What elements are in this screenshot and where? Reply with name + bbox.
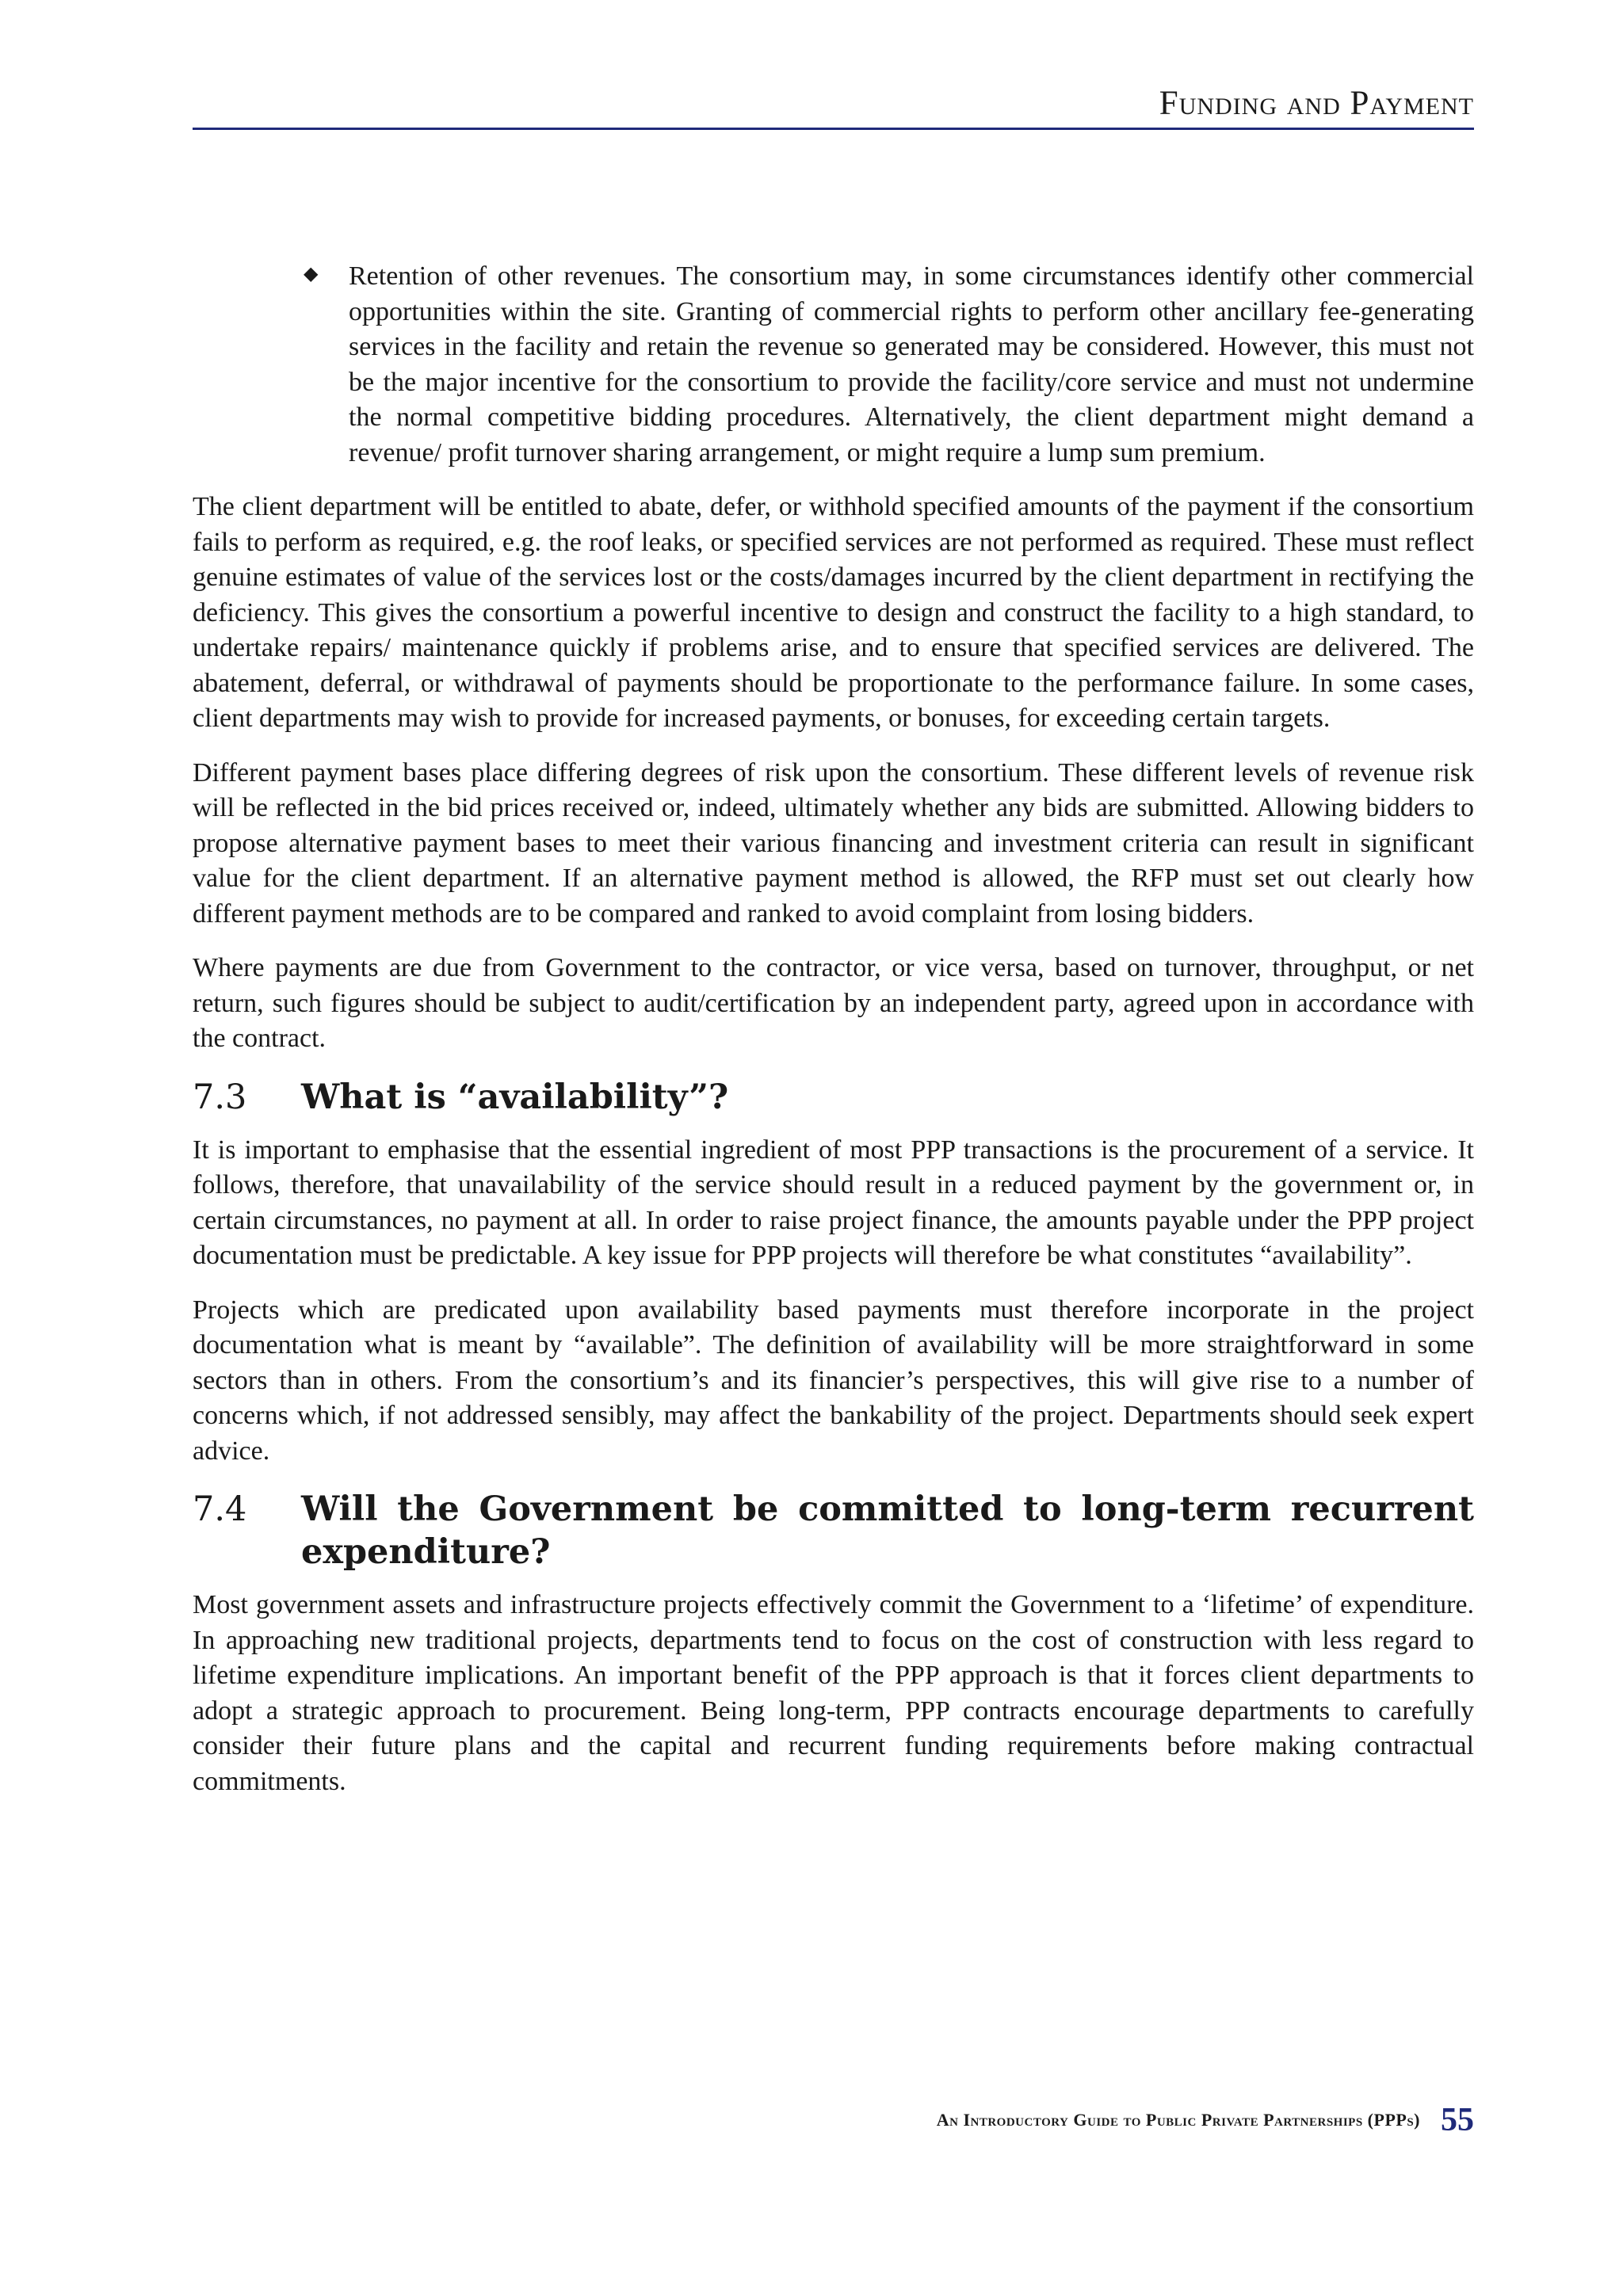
bullet-item-retention [193,259,1474,471]
section-title: What is “availability”? [301,1077,729,1117]
paragraph-availability-definition: Projects which are predicated upon availability based payments must therefore incorporate in the project documentation what is meant by “available”. The definition of availability will be more straightforward in some sectors than in others. From the consortium’s and its financier’s perspectives, this will give rise to a number of concerns which, if not addressed sensibly, may affect the bankability of the project. Departments should seek expert advice. [193,1295,1474,1466]
section-heading-7-4 [193,1488,1474,1573]
header-rule [193,128,1474,130]
section-title: Will the Government be committed to long-term recurrent expenditure? [301,1489,1474,1572]
section-number: 7.4 [193,1489,247,1529]
bullet-text: Retention of other revenues. The consortium may, in some circumstances identify other commercial opportunities within the site. Granting of commercial rights to perform other ancillary fee-generating services in the facility and retain the revenue so generated may be considered. However, this must not be the major incentive for the consortium to provide the facility/core service and must not undermine the normal competitive bidding procedures. Alternatively, the client department might demand a revenue/ profit turnover sharing arrangement, or might require a lump sum premium. [349,261,1474,467]
paragraph-availability-intro: It is important to emphasise that the essential ingredient of most PPP transactions is the procurement of a service. It follows, therefore, that unavailability of the service should result in a reduced payment by the government or, in certain circumstances, no payment at all. In order to raise project finance, the amounts payable under the PPP project documentation must be predictable. A key issue for PPP projects will therefore be what constitutes “availability”. [193,1135,1474,1270]
paragraph-audit: Where payments are due from Government to the contractor, or vice versa, based on turnover, throughput, or net return, such figures should be subject to audit/certification by an independent party, agreed upon in accordance with the contract. [193,953,1474,1053]
footer-guide-title: An Introductory Guide to Public Private Partnerships (PPPs) [936,2110,1420,2130]
page-body [193,259,1474,1818]
diamond-bullet-icon: ◆ [304,262,319,284]
page-footer [193,2101,1474,2139]
section-number: 7.3 [193,1077,247,1117]
page-number: 55 [1441,2102,1474,2138]
section-heading-7-3 [193,1076,1474,1119]
running-header-title: Funding and Payment [1159,85,1474,122]
paragraph-abatement: The client department will be entitled to abate, defer, or withhold specified amounts of the payment if the consortium fails to perform as required, e.g. the roof leaks, or specified services are not performed as required. These must reflect genuine estimates of value of the services lost or the costs/damages incurred by the client department in rectifying the deficiency. This gives the consortium a powerful incentive to design and construct the facility to a high standard, to undertake repairs/ maintenance quickly if problems arise, and to ensure that specified services are delivered. The abatement, deferral, or withdrawal of payments should be proportionate to the performance failure. In some cases, client departments may wish to provide for increased payments, or bonuses, for exceeding certain targets. [193,492,1474,733]
paragraph-payment-bases: Different payment bases place differing degrees of risk upon the consortium. These different levels of revenue risk will be reflected in the bid prices received or, indeed, ultimately whether any bids are submitted. Allowing bidders to propose alternative payment bases to meet their various financing and investment criteria can result in significant value for the client department. If an alternative payment method is allowed, the RFP must set out clearly how different payment methods are to be compared and ranked to avoid complaint from losing bidders. [193,757,1474,929]
paragraph-lifetime-expenditure: Most government assets and infrastructure projects effectively commit the Government to a ‘lifetime’ of expenditure. In approaching new traditional projects, departments tend to focus on the cost of construction with less regard to lifetime expenditure implications. An important benefit of the PPP approach is that it forces client departments to adopt a strategic approach to procurement. Being long-term, PPP contracts encourage departments to carefully consider their future plans and the capital and recurrent funding requirements before making contractual commitments. [193,1590,1474,1796]
